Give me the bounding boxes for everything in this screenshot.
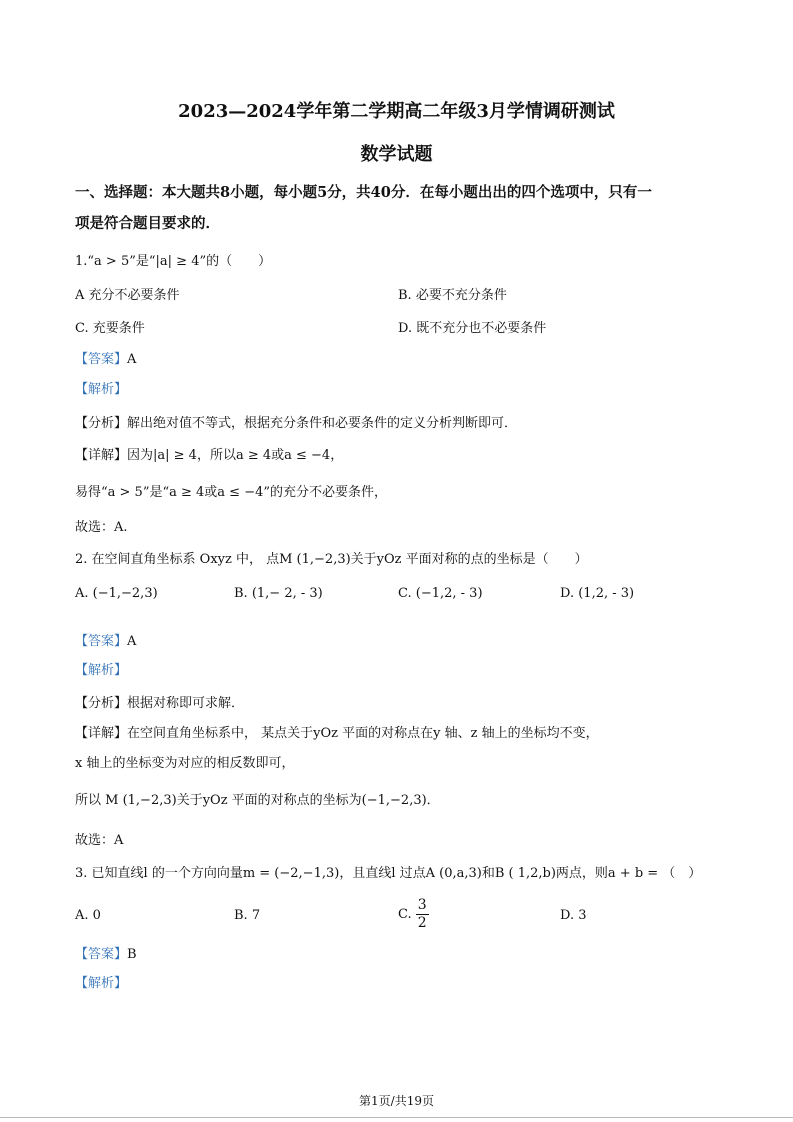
q1-option-a: A 充分不必要条件 — [75, 288, 180, 303]
answer-value: A — [127, 634, 137, 649]
xiangjie-tag: 【详解】 — [75, 448, 128, 463]
section-heading-line2: 项是符合题目要求的． — [75, 215, 220, 232]
fraction-denominator: 2 — [417, 915, 427, 931]
q3-option-c — [398, 897, 429, 932]
q2-option-a: A. (−1,−2,3) — [75, 586, 158, 601]
q1-stem: 1.“a > 5”是“|a| ≥ 4”的（ ） — [75, 254, 272, 269]
xiangjie-text: 因为|a| ≥ 4，所以a ≥ 4或a ≤ −4， — [127, 448, 344, 463]
fenxi-text: 根据对称即可求解． — [127, 696, 245, 711]
q3-option-a: A. 0 — [75, 908, 101, 923]
q2-stem: 2. 在空间直角坐标系 Oxyz 中， 点M (1,−2,3)关于yOz 平面对称的点的坐标是（ ） — [75, 552, 588, 567]
q1-choose: 故选：A. — [75, 520, 128, 535]
answer-tag: 【答案】 — [75, 352, 128, 367]
q2-option-c: C. (−1,2, - 3) — [398, 586, 483, 601]
q3-option-d: D. 3 — [560, 908, 587, 923]
answer-value: B — [127, 947, 137, 962]
q1-fenxi — [75, 412, 517, 431]
q3-option-b: B. 7 — [234, 908, 261, 923]
q1-jiexi-tag: 【解析】 — [75, 382, 128, 397]
option-label: C. — [398, 907, 412, 922]
xiangjie-text: 在空间直角坐标系中， 某点关于yOz 平面的对称点在y 轴、z 轴上的坐标均不变， — [127, 726, 599, 741]
bottom-divider — [0, 1117, 793, 1118]
answer-value: A — [127, 352, 137, 367]
q3-stem: 3. 已知直线l 的一个方向向量m = (−2,−1,3)，且直线l 过点A (0,a,3)和B ( 1,2,b)两点，则a + b = （ ） — [75, 866, 702, 881]
q2-xiangjie-line2: x 轴上的坐标变为对应的相反数即可， — [75, 756, 295, 771]
q2-choose: 故选：A — [75, 833, 124, 848]
document-title: 2023—2024学年第二学期高二年级3月学情调研测试 — [178, 101, 615, 122]
q1-option-d: D. 既不充分也不必要条件 — [398, 321, 547, 336]
q3-answer — [75, 943, 137, 962]
fraction — [416, 897, 429, 932]
q2-fenxi — [75, 692, 244, 711]
q1-answer — [75, 348, 136, 367]
answer-tag: 【答案】 — [75, 947, 128, 962]
xiangjie-tag: 【详解】 — [75, 726, 128, 741]
fraction-numerator: 3 — [417, 897, 427, 913]
fenxi-tag: 【分析】 — [75, 416, 128, 431]
q2-option-d: D. (1,2, - 3) — [560, 586, 635, 601]
q1-option-b: B. 必要不充分条件 — [398, 288, 507, 303]
q1-conclusion: 易得“a > 5”是“a ≥ 4或a ≤ −4”的充分不必要条件， — [75, 485, 388, 500]
section-heading-line1: 一、选择题：本大题共8小题，每小题5分，共40分．在每小题出出的四个选项中，只有一 — [75, 184, 652, 201]
document-subtitle: 数学试题 — [360, 144, 433, 165]
q2-answer — [75, 630, 136, 649]
q1-xiangjie — [75, 444, 343, 463]
q2-xiangjie — [75, 722, 599, 741]
page-number: 第1页/共19页 — [359, 1094, 434, 1108]
q2-option-b: B. (1,− 2, - 3) — [234, 586, 323, 601]
q1-option-c: C. 充要条件 — [75, 321, 145, 336]
answer-tag: 【答案】 — [75, 634, 128, 649]
q2-conclusion: 所以 M (1,−2,3)关于yOz 平面的对称点的坐标为(−1,−2,3)． — [75, 793, 440, 808]
q2-jiexi-tag: 【解析】 — [75, 663, 128, 678]
fenxi-tag: 【分析】 — [75, 696, 128, 711]
q3-jiexi-tag: 【解析】 — [75, 976, 128, 991]
fenxi-text: 解出绝对值不等式，根据充分条件和必要条件的定义分析判断即可． — [127, 416, 518, 431]
